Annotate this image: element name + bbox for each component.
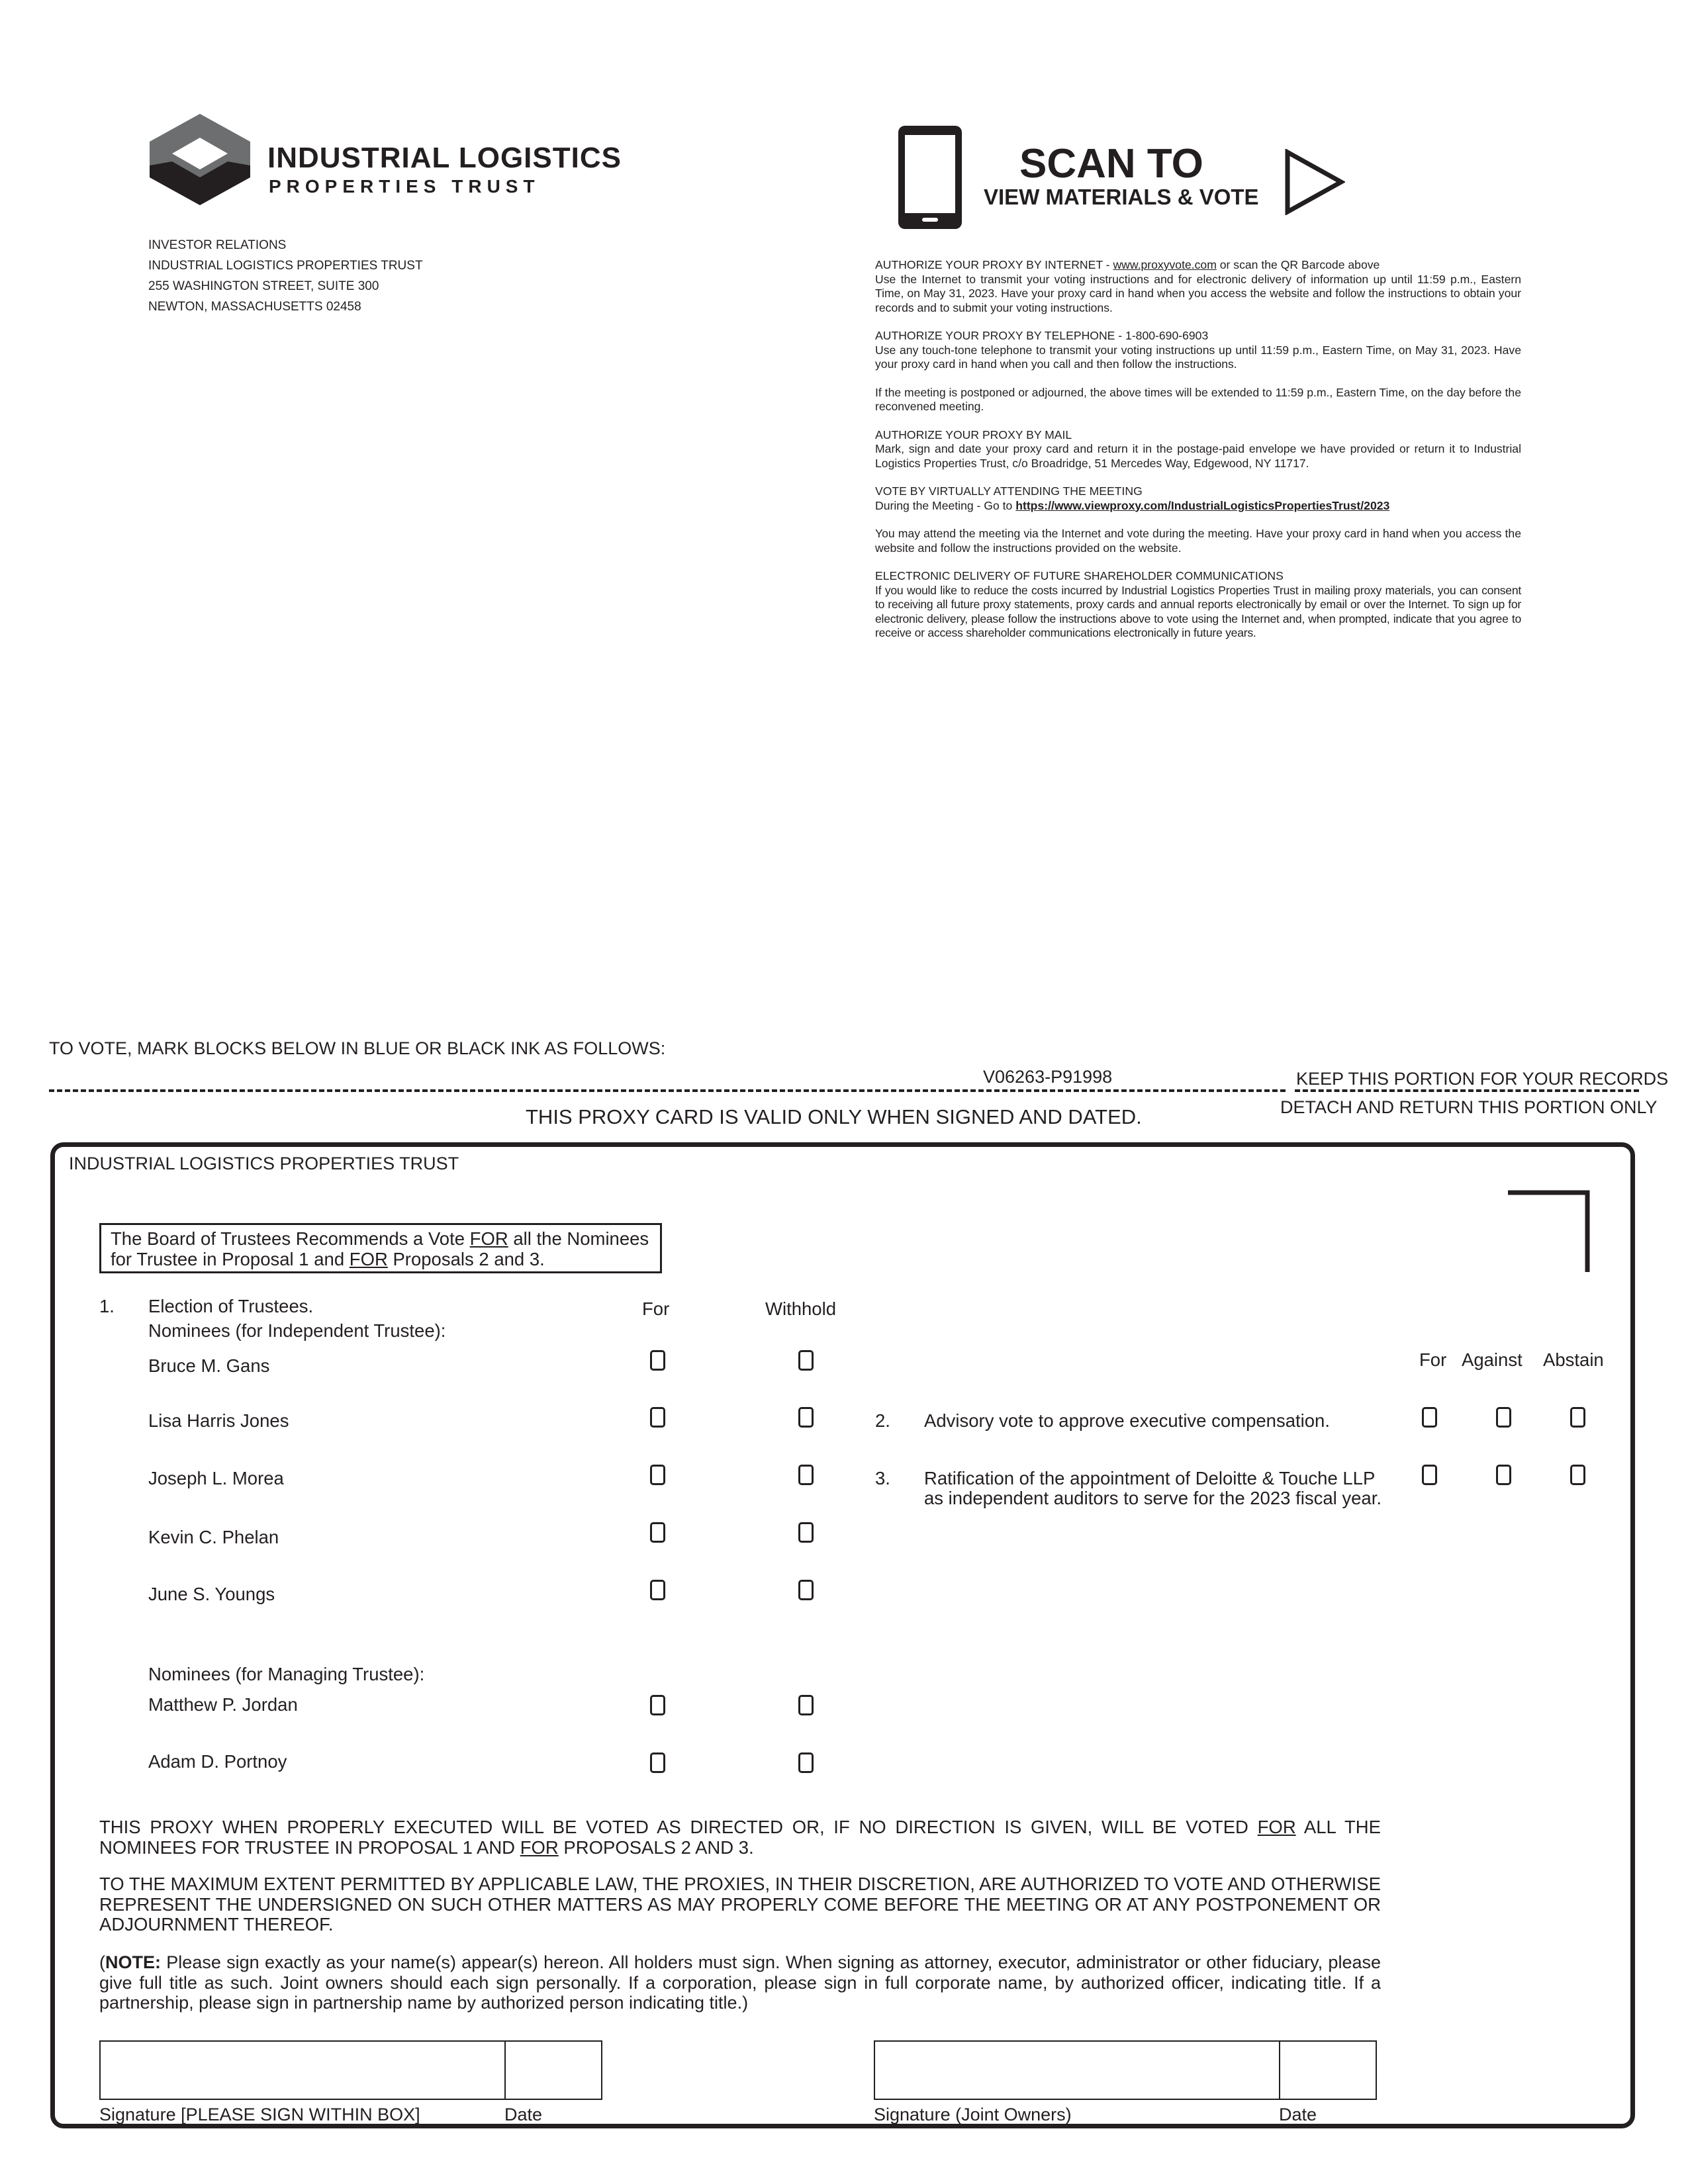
proposal-3-abstain-checkbox[interactable] — [1570, 1465, 1585, 1485]
detach-line — [49, 1089, 1286, 1092]
nominee-withhold-checkbox[interactable] — [798, 1752, 814, 1773]
withhold-column-header: Withhold — [765, 1298, 836, 1319]
nominee-name: Matthew P. Jordan — [148, 1694, 298, 1715]
attend-section — [875, 527, 1521, 555]
signature-date-divider — [504, 2042, 506, 2099]
for-column-header: For — [642, 1298, 670, 1319]
note-label: NOTE: — [105, 1952, 161, 1972]
para-for: FOR — [1257, 1817, 1296, 1837]
postponed-body: If the meeting is postponed or adjourned, the above times will be extended to 11:59 p.m., Eastern Time, on the day before the reconvened meeting. — [875, 385, 1521, 413]
nominee-for-checkbox[interactable] — [650, 1522, 665, 1543]
rec-text: for Trustee in Proposal 1 and — [111, 1249, 350, 1269]
para-text: PROPOSALS 2 AND 3. — [558, 1837, 754, 1858]
virtual-body — [875, 499, 1521, 514]
internet-body: Use the Internet to transmit your voting instructions and for electronic delivery of information up until 11:59 p.m., Eastern Time, on May 31, 2023. Have your proxy card in hand when you access the website and follow the instructions to obtain your records and to submit your voting instructions. — [875, 272, 1521, 314]
recommendation-line1 — [111, 1229, 649, 1249]
attend-body: You may attend the meeting via the Internet and vote during the meeting. Have your proxy card in hand when you access the website and follow the instructions provided on the website. — [875, 527, 1521, 555]
edelivery-body: If you would like to reduce the costs incurred by Industrial Logistics Properties Trust in mailing proxy materials, you can consent to receiving all future proxy statements, proxy cards and annual reports electronically by email or over the Internet. To sign up for electronic delivery, please follow the instructions above to vote using the Internet and, when prompted, indicate that you agree to receive or access shareholder communications electronically in future years. — [875, 583, 1521, 639]
para-text: ALL THE NOMINEES FOR TRUSTEE IN PROPOSAL 1 AND — [99, 1817, 1381, 1858]
proposal-3-number: 3. — [875, 1468, 890, 1488]
nominee-withhold-checkbox[interactable] — [798, 1350, 814, 1371]
proposal-1-number: 1. — [99, 1296, 115, 1316]
discretion-paragraph: TO THE MAXIMUM EXTENT PERMITTED BY APPLICABLE LAW, THE PROXIES, IN THEIR DISCRETION, ARE AUTHORIZED TO VOTE AND OTHERWISE REPRESENT THE UNDERSIGNED ON SUCH OTHER MATTERS AS MAY PROPERLY COME BEFORE THE MEETING OR AT ANY POSTPONEMENT OR ADJOURNMENT THEREOF. — [99, 1874, 1381, 1934]
nominee-name: Kevin C. Phelan — [148, 1527, 279, 1547]
proposal-3-text-line2: as independent auditors to serve for the 2023 fiscal year. — [924, 1488, 1382, 1508]
scan-title: SCAN TO — [1019, 141, 1203, 187]
control-number: V06263-P91998 — [983, 1067, 1113, 1087]
note-body: Please sign exactly as your name(s) appear(s) hereon. All holders must sign. When signing as attorney, executor, administrator or other fiduciary, please give full title as such. Joint owners should each sign personally. If a corporation, please sign in full corporate name, by authorized officer, indicating title. If a partnership, please sign in partnership name by authorized person indicating title.) — [99, 1952, 1381, 2013]
joint-signature-label: Signature (Joint Owners) — [874, 2105, 1072, 2124]
edelivery-section — [875, 569, 1521, 641]
managing-nominees-heading: Nominees (for Managing Trustee): — [148, 1664, 425, 1684]
proposal-3-for-checkbox[interactable] — [1422, 1465, 1437, 1485]
nominee-name: June S. Youngs — [148, 1584, 275, 1604]
address-line: 255 WASHINGTON STREET, SUITE 300 — [148, 279, 379, 293]
edelivery-heading: ELECTRONIC DELIVERY OF FUTURE SHAREHOLDER COMMUNICATIONS — [875, 569, 1284, 582]
mail-section — [875, 428, 1521, 471]
nominee-withhold-checkbox[interactable] — [798, 1580, 814, 1600]
proposal-3-text-line1: Ratification of the appointment of Deloitte & Touche LLP — [924, 1468, 1376, 1488]
rec-for: FOR — [349, 1249, 388, 1269]
signing-note — [99, 1952, 1381, 2013]
address-line: NEWTON, MASSACHUSETTS 02458 — [148, 300, 361, 314]
para-for: FOR — [520, 1837, 559, 1858]
proposal-2-against-checkbox[interactable] — [1496, 1407, 1511, 1428]
proposal-1-label: Election of Trustees. — [148, 1296, 314, 1316]
joint-signature-box[interactable] — [874, 2040, 1377, 2100]
nominee-name: Joseph L. Morea — [148, 1468, 284, 1488]
nominee-name: Bruce M. Gans — [148, 1355, 270, 1376]
card-title: INDUSTRIAL LOGISTICS PROPERTIES TRUST — [69, 1154, 459, 1173]
nominee-for-checkbox[interactable] — [650, 1580, 665, 1600]
note-paren: ( — [99, 1952, 105, 1972]
detach-line-right — [1295, 1089, 1639, 1092]
voting-instructions — [875, 258, 1521, 655]
proposal-2-number: 2. — [875, 1410, 890, 1431]
abstain-column-header: Abstain — [1543, 1349, 1604, 1370]
rec-text: all the Nominees — [508, 1228, 649, 1249]
mail-body: Mark, sign and date your proxy card and return it in the postage-paid envelope we have provided or return it to Industrial Logistics Properties Trust, c/o Broadridge, 51 Mercedes Way, Edgewood, NY 11717. — [875, 442, 1521, 470]
date-label: Date — [504, 2105, 543, 2124]
internet-heading-text: AUTHORIZE YOUR PROXY BY INTERNET - — [875, 258, 1113, 271]
nominee-withhold-checkbox[interactable] — [798, 1522, 814, 1543]
nominee-name: Adam D. Portnoy — [148, 1751, 287, 1772]
virtual-heading: VOTE BY VIRTUALLY ATTENDING THE MEETING — [875, 484, 1143, 498]
postponed-section — [875, 386, 1521, 414]
nominee-withhold-checkbox[interactable] — [798, 1407, 814, 1428]
telephone-body: Use any touch-tone telephone to transmit your voting instructions up until 11:59 p.m., Eastern Time, on May 31, 2023. Have your proxy card in hand when you call and then follow the instructions. — [875, 343, 1521, 371]
virtual-section — [875, 484, 1521, 513]
signature-box[interactable] — [99, 2040, 602, 2100]
scan-subtitle: VIEW MATERIALS & VOTE — [984, 185, 1259, 209]
logo-name-line1: INDUSTRIAL LOGISTICS — [267, 142, 622, 174]
smartphone-icon — [897, 124, 963, 230]
internet-heading-suffix: or scan the QR Barcode above — [1216, 258, 1380, 271]
proposal-2-for-checkbox[interactable] — [1422, 1407, 1437, 1428]
nominee-for-checkbox[interactable] — [650, 1465, 665, 1485]
return-address — [148, 235, 423, 317]
virtual-body-text: During the Meeting - Go to — [875, 498, 1016, 512]
nominee-for-checkbox[interactable] — [650, 1350, 665, 1371]
for-column-header-right: For — [1419, 1349, 1447, 1370]
logo-name-line2: PROPERTIES TRUST — [269, 176, 540, 197]
nominee-withhold-checkbox[interactable] — [798, 1465, 814, 1485]
telephone-section — [875, 329, 1521, 372]
board-recommendation-box — [99, 1223, 662, 1273]
proposal-3-against-checkbox[interactable] — [1496, 1465, 1511, 1485]
internet-section — [875, 258, 1521, 315]
default-vote-paragraph — [99, 1817, 1381, 1858]
detach-portion-label: DETACH AND RETURN THIS PORTION ONLY — [1280, 1097, 1658, 1117]
signature-label: Signature [PLEASE SIGN WITHIN BOX] — [99, 2105, 420, 2124]
address-line: INDUSTRIAL LOGISTICS PROPERTIES TRUST — [148, 259, 423, 273]
joint-signature-date-divider — [1279, 2042, 1280, 2099]
nominee-name: Lisa Harris Jones — [148, 1410, 289, 1431]
keep-portion-label: KEEP THIS PORTION FOR YOUR RECORDS — [1296, 1069, 1669, 1089]
nominee-for-checkbox[interactable] — [650, 1752, 665, 1773]
logo-cube-icon — [148, 113, 252, 206]
validity-notice: THIS PROXY CARD IS VALID ONLY WHEN SIGNED AND DATED. — [526, 1105, 1142, 1128]
proposal-2-abstain-checkbox[interactable] — [1570, 1407, 1585, 1428]
nominee-withhold-checkbox[interactable] — [798, 1695, 814, 1715]
viewproxy-link[interactable]: https://www.viewproxy.com/IndustrialLogisticsPropertiesTrust/2023 — [1015, 498, 1390, 512]
recommendation-line2 — [111, 1250, 545, 1269]
mail-heading: AUTHORIZE YOUR PROXY BY MAIL — [875, 428, 1072, 441]
nominee-for-checkbox[interactable] — [650, 1695, 665, 1715]
nominee-for-checkbox[interactable] — [650, 1407, 665, 1428]
rec-for: FOR — [469, 1228, 508, 1249]
corner-registration-mark — [1508, 1190, 1590, 1272]
company-logo — [148, 113, 625, 208]
internet-heading — [875, 258, 1521, 273]
telephone-heading: AUTHORIZE YOUR PROXY BY TELEPHONE - 1-800-690-6903 — [875, 329, 1209, 342]
joint-date-label: Date — [1279, 2105, 1317, 2124]
play-arrow-icon — [1284, 149, 1345, 215]
independent-nominees-heading: Nominees (for Independent Trustee): — [148, 1320, 446, 1341]
proxyvote-link[interactable]: www.proxyvote.com — [1113, 258, 1217, 271]
rec-text: Proposals 2 and 3. — [387, 1249, 545, 1269]
address-line: INVESTOR RELATIONS — [148, 238, 287, 252]
against-column-header: Against — [1462, 1349, 1523, 1370]
marking-instructions: TO VOTE, MARK BLOCKS BELOW IN BLUE OR BLACK INK AS FOLLOWS: — [49, 1038, 666, 1058]
proposal-2-text: Advisory vote to approve executive compensation. — [924, 1410, 1330, 1431]
para-text: THIS PROXY WHEN PROPERLY EXECUTED WILL BE VOTED AS DIRECTED OR, IF NO DIRECTION IS GIVEN, WILL BE VOTED — [99, 1817, 1258, 1837]
rec-text: The Board of Trustees Recommends a Vote — [111, 1228, 470, 1249]
